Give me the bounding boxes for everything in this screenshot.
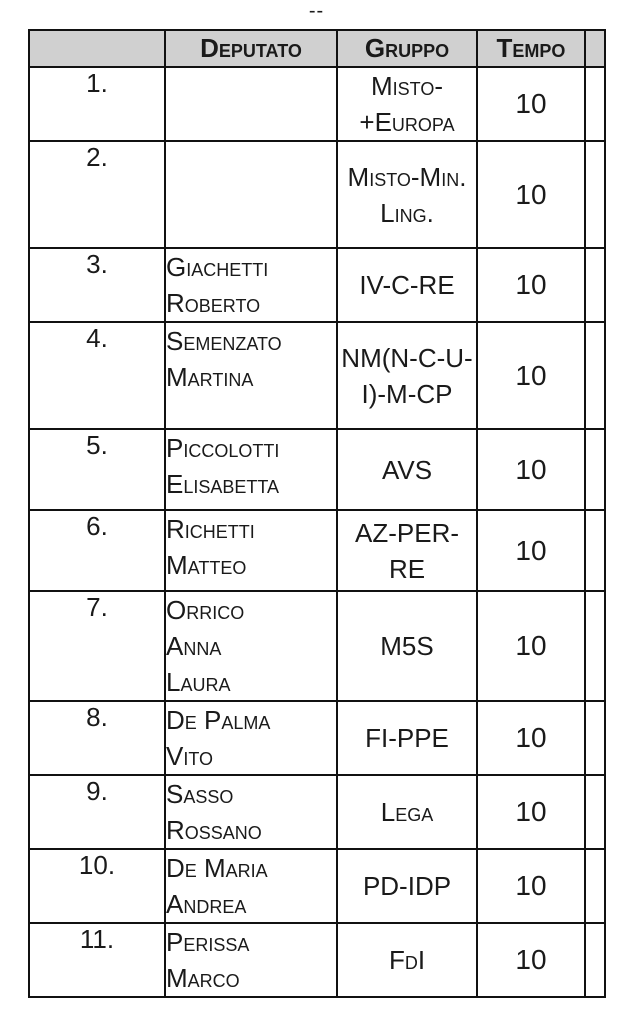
extra-cell <box>585 923 605 997</box>
gruppo-cell: FI-PPE <box>337 701 477 775</box>
row-number: 2. <box>29 141 165 248</box>
deputato-name-part: Anna <box>166 631 222 661</box>
deputato-name-part: Giachetti <box>166 252 269 282</box>
extra-cell <box>585 591 605 701</box>
table-row <box>29 429 605 510</box>
extra-cell <box>585 322 605 429</box>
deputato-name-part: Vito <box>166 741 214 771</box>
deputato-cell <box>165 429 337 510</box>
gruppo-cell: IV-C-RE <box>337 248 477 322</box>
deputato-name-part: Semenzato <box>166 326 282 356</box>
table-row <box>29 591 605 701</box>
tempo-cell: 10 <box>477 141 585 248</box>
gruppo-cell: M5S <box>337 591 477 701</box>
deputato-cell <box>165 67 337 141</box>
tempo-cell: 10 <box>477 429 585 510</box>
tempo-cell: 10 <box>477 510 585 591</box>
extra-cell <box>585 141 605 248</box>
table-row <box>29 510 605 591</box>
extra-cell <box>585 775 605 849</box>
tempo-cell: 10 <box>477 849 585 923</box>
top-mark: -- <box>308 0 325 22</box>
tempo-cell: 10 <box>477 775 585 849</box>
row-number: 6. <box>29 510 165 591</box>
row-number: 7. <box>29 591 165 701</box>
gruppo-cell: Misto-Min. Ling. <box>337 141 477 248</box>
table-row <box>29 248 605 322</box>
gruppo-cell: AVS <box>337 429 477 510</box>
speakers-table <box>28 29 606 998</box>
row-number: 4. <box>29 322 165 429</box>
deputato-name-part: Richetti <box>166 514 255 544</box>
row-number: 10. <box>29 849 165 923</box>
deputato-name-part: De Palma <box>166 705 271 735</box>
deputato-name-part: Andrea <box>166 889 247 919</box>
deputato-name-part: Matteo <box>166 550 247 580</box>
tempo-cell: 10 <box>477 248 585 322</box>
gruppo-cell: Lega <box>337 775 477 849</box>
row-number: 5. <box>29 429 165 510</box>
deputato-cell <box>165 322 337 429</box>
deputato-cell <box>165 849 337 923</box>
deputato-cell <box>165 775 337 849</box>
row-number: 11. <box>29 923 165 997</box>
table-row <box>29 849 605 923</box>
row-number: 8. <box>29 701 165 775</box>
gruppo-cell: FdI <box>337 923 477 997</box>
deputato-name-part: Martina <box>166 362 254 392</box>
table-row <box>29 322 605 429</box>
gruppo-cell: PD-IDP <box>337 849 477 923</box>
extra-cell <box>585 248 605 322</box>
deputato-cell <box>165 141 337 248</box>
deputato-name-part: Laura <box>166 667 231 697</box>
tempo-cell: 10 <box>477 701 585 775</box>
header-tempo: Tempo <box>477 30 585 67</box>
deputato-name-part: Roberto <box>166 288 261 318</box>
deputato-name-part: De Maria <box>166 853 268 883</box>
table-row <box>29 701 605 775</box>
row-number: 1. <box>29 67 165 141</box>
header-extra <box>585 30 605 67</box>
gruppo-cell: NM(N-C-U-I)-M-CP <box>337 322 477 429</box>
deputato-name-part: Marco <box>166 963 240 993</box>
table-body <box>29 67 605 997</box>
tempo-cell: 10 <box>477 322 585 429</box>
deputato-cell <box>165 923 337 997</box>
header-row <box>29 30 605 67</box>
header-deputato: Deputato <box>165 30 337 67</box>
deputato-name-part: Elisabetta <box>166 469 280 499</box>
deputato-cell <box>165 701 337 775</box>
table-row <box>29 775 605 849</box>
header-number <box>29 30 165 67</box>
deputato-cell <box>165 510 337 591</box>
extra-cell <box>585 67 605 141</box>
table-row <box>29 67 605 141</box>
deputato-cell <box>165 591 337 701</box>
deputato-name-part: Orrico <box>166 595 245 625</box>
gruppo-cell: AZ-PER-RE <box>337 510 477 591</box>
extra-cell <box>585 429 605 510</box>
tempo-cell: 10 <box>477 923 585 997</box>
tempo-cell: 10 <box>477 67 585 141</box>
gruppo-cell: Misto-+Europa <box>337 67 477 141</box>
extra-cell <box>585 510 605 591</box>
deputato-name-part: Perissa <box>166 927 250 957</box>
deputato-name-part: Sasso <box>166 779 234 809</box>
extra-cell <box>585 701 605 775</box>
deputato-name-part: Rossano <box>166 815 262 845</box>
header-gruppo: Gruppo <box>337 30 477 67</box>
row-number: 3. <box>29 248 165 322</box>
table-row <box>29 923 605 997</box>
row-number: 9. <box>29 775 165 849</box>
extra-cell <box>585 849 605 923</box>
deputato-cell <box>165 248 337 322</box>
deputato-name-part: Piccolotti <box>166 433 280 463</box>
tempo-cell: 10 <box>477 591 585 701</box>
table-row <box>29 141 605 248</box>
